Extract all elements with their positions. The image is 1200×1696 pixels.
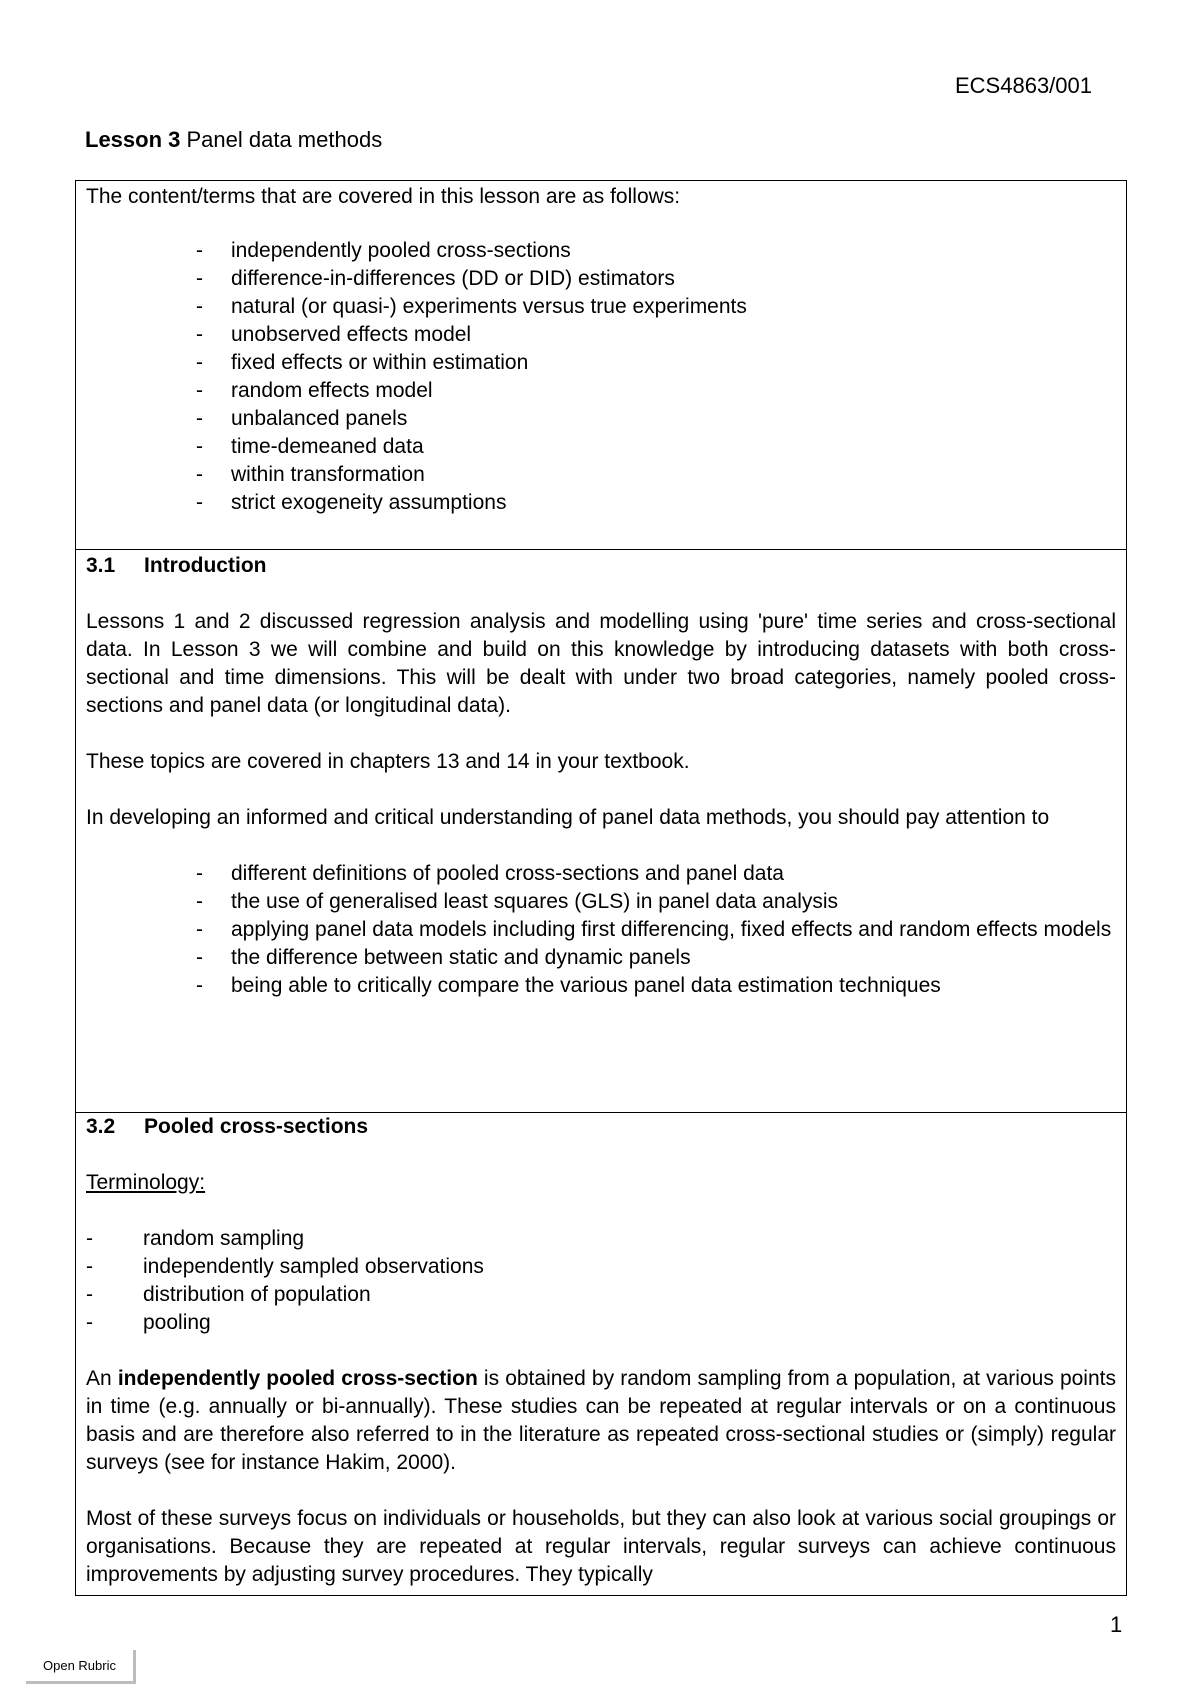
lesson-title: [85, 127, 382, 153]
list-item: - applying panel data models including first differencing, fixed effects and random effects models: [196, 918, 1112, 941]
list-item: - independently sampled observations: [86, 1255, 484, 1278]
intro-paragraph-1: Lessons 1 and 2 discussed regression analysis and modelling using 'pure' time series and cross-sectional data. In Lesson 3 we will combine and build on this knowledge by introducing datasets with both cross- sectional and time dimensions. This will be dealt with under two broad categories, namely pooled cross-sections and panel data (or longitudinal data).: [86, 610, 1116, 717]
list-item: - being able to critically compare the various panel data estimation techniques: [196, 974, 941, 997]
pooled-paragraph-1: An independently pooled cross-section is obtained by random sampling from a population, at various points in time (e.g. annually or bi-annually). These studies can be repeated at regular intervals or on a continuous basis and are therefore also referred to in the literature as repeated cross-sectional studies or (simply) regular surveys (see for instance Hakim, 2000).: [86, 1367, 1116, 1474]
list-item: - the difference between static and dynamic panels: [196, 946, 691, 969]
list-item: - fixed effects or within estimation: [196, 351, 529, 374]
list-item: - natural (or quasi-) experiments versus true experiments: [196, 295, 747, 318]
list-item: - independently pooled cross-sections: [196, 239, 571, 262]
list-item: - different definitions of pooled cross-sections and panel data: [196, 862, 784, 885]
list-item: - time-demeaned data: [196, 435, 424, 458]
intro-paragraph-2: These topics are covered in chapters 13 and 14 in your textbook.: [86, 750, 690, 773]
intro-paragraph-3: In developing an informed and critical understanding of panel data methods, you should pay attention to: [86, 806, 1050, 829]
page-number: 1: [1110, 1612, 1123, 1637]
list-item: - within transformation: [196, 463, 425, 486]
list-item: - difference-in-differences (DD or DID) estimators: [196, 267, 675, 290]
list-item: - unobserved effects model: [196, 323, 472, 346]
list-item: - random sampling: [86, 1227, 305, 1250]
intro-objectives-list: [86, 860, 1116, 1000]
lesson-label: Lesson 3: [85, 127, 181, 152]
list-item: - random effects model: [196, 379, 433, 402]
content-terms-list: [86, 237, 1116, 517]
lesson-name: Panel data methods: [186, 127, 383, 152]
course-code: ECS4863/001: [955, 73, 1092, 98]
section-heading: 3.2 Pooled cross-sections: [86, 1115, 369, 1138]
terminology-label: Terminology:: [86, 1171, 206, 1194]
section-introduction: [75, 549, 1127, 1113]
list-item: - unbalanced panels: [196, 407, 408, 430]
pooled-paragraph-2: Most of these surveys focus on individuals or households, but they can also look at various social groupings or organisations. Because they are repeated at regular intervals, regular surveys can achieve continuous improvements by adjusting survey procedures. They typically: [86, 1507, 1116, 1586]
section-pooled-cross-sections: [75, 1112, 1127, 1596]
terminology-list: [86, 1225, 1116, 1337]
key-term: independently pooled cross-section: [117, 1367, 478, 1390]
open-rubric-button[interactable]: Open Rubric: [26, 1650, 136, 1684]
list-item: - the use of generalised least squares (GLS) in panel data analysis: [196, 890, 839, 913]
content-terms-box: [75, 180, 1127, 550]
list-item: - pooling: [86, 1311, 211, 1334]
section-heading: 3.1 Introduction: [86, 554, 267, 577]
content-intro: The content/terms that are covered in this lesson are as follows:: [86, 185, 681, 208]
list-item: - distribution of population: [86, 1283, 371, 1306]
list-item: - strict exogeneity assumptions: [196, 491, 507, 514]
